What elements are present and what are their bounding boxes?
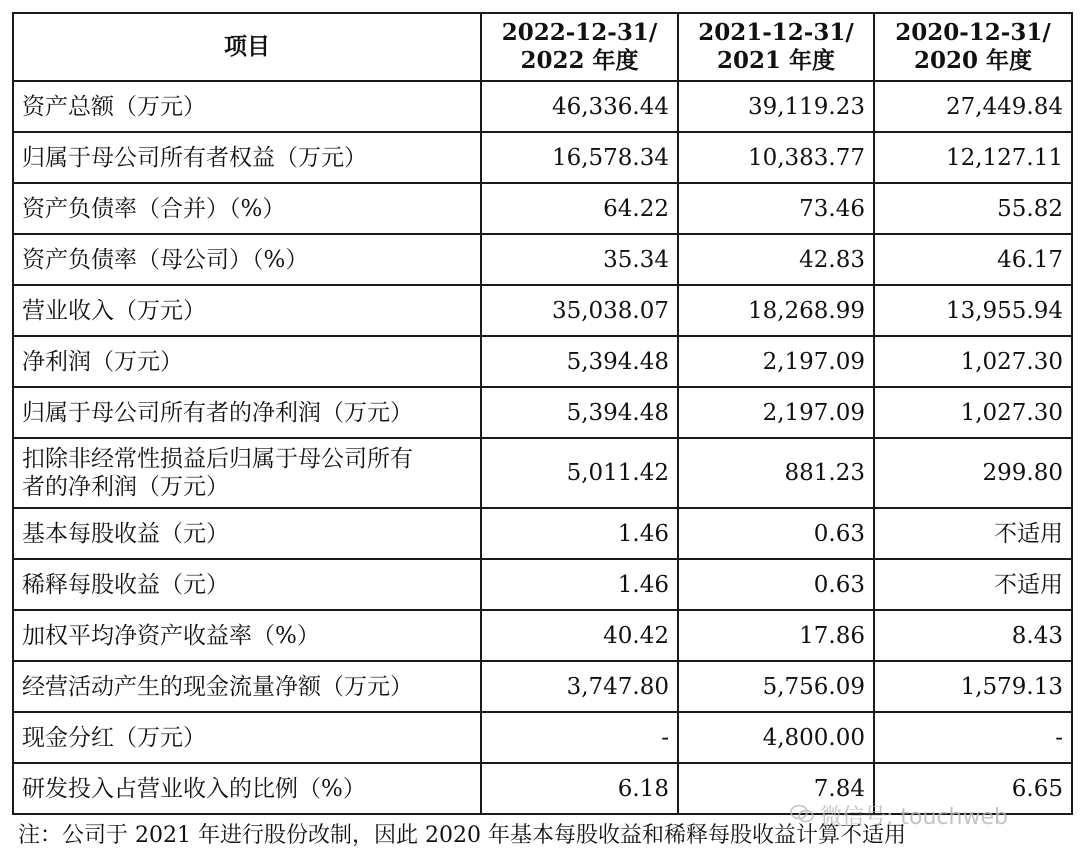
financial-table bbox=[12, 12, 1073, 815]
cell-2022: 64.22 bbox=[481, 183, 678, 234]
cell-2020: 不适用 bbox=[874, 559, 1072, 610]
cell-2020: 不适用 bbox=[874, 508, 1072, 559]
cell-2020: 6.65 bbox=[874, 763, 1072, 814]
row-label: 基本每股收益（元） bbox=[13, 508, 481, 559]
table-row bbox=[13, 285, 1072, 336]
row-label: 扣除非经常性损益后归属于母公司所有 者的净利润（万元） bbox=[13, 438, 481, 508]
row-label: 现金分红（万元） bbox=[13, 712, 481, 763]
table-row bbox=[13, 183, 1072, 234]
cell-2022: 3,747.80 bbox=[481, 661, 678, 712]
cell-2021: 17.86 bbox=[678, 610, 874, 661]
header-item: 项目 bbox=[13, 13, 481, 81]
row-label: 归属于母公司所有者的净利润（万元） bbox=[13, 387, 481, 438]
footnote: 注：公司于 2021 年进行股份改制，因此 2020 年基本每股收益和稀释每股收益计算不适用 bbox=[18, 823, 906, 848]
watermark bbox=[790, 800, 1008, 831]
cell-2022: - bbox=[481, 712, 678, 763]
cell-2022: 1.46 bbox=[481, 508, 678, 559]
table-row bbox=[13, 610, 1072, 661]
cell-2020: 55.82 bbox=[874, 183, 1072, 234]
table-row bbox=[13, 661, 1072, 712]
cell-2021: 18,268.99 bbox=[678, 285, 874, 336]
table-row bbox=[13, 712, 1072, 763]
row-label: 资产总额（万元） bbox=[13, 81, 481, 132]
cell-2021: 5,756.09 bbox=[678, 661, 874, 712]
cell-2020: 12,127.11 bbox=[874, 132, 1072, 183]
cell-2020: 13,955.94 bbox=[874, 285, 1072, 336]
cell-2021: 0.63 bbox=[678, 508, 874, 559]
cell-2021: 42.83 bbox=[678, 234, 874, 285]
cell-2020: 1,027.30 bbox=[874, 336, 1072, 387]
row-label: 研发投入占营业收入的比例（%） bbox=[13, 763, 481, 814]
table-row bbox=[13, 234, 1072, 285]
header-2020: 2020-12-31/ 2020 年度 bbox=[874, 13, 1072, 81]
cell-2022: 46,336.44 bbox=[481, 81, 678, 132]
table-row bbox=[13, 132, 1072, 183]
cell-2021: 39,119.23 bbox=[678, 81, 874, 132]
cell-2021: 0.63 bbox=[678, 559, 874, 610]
chat-icon bbox=[790, 804, 814, 830]
row-label: 经营活动产生的现金流量净额（万元） bbox=[13, 661, 481, 712]
cell-2022: 16,578.34 bbox=[481, 132, 678, 183]
row-label: 资产负债率（母公司）（%） bbox=[13, 234, 481, 285]
table-row bbox=[13, 438, 1072, 508]
cell-2022: 1.46 bbox=[481, 559, 678, 610]
table-row bbox=[13, 387, 1072, 438]
header-2022: 2022-12-31/ 2022 年度 bbox=[481, 13, 678, 81]
cell-2021: 2,197.09 bbox=[678, 387, 874, 438]
row-label: 稀释每股收益（元） bbox=[13, 559, 481, 610]
cell-2020: 46.17 bbox=[874, 234, 1072, 285]
cell-2021: 4,800.00 bbox=[678, 712, 874, 763]
watermark-text: 微信号: touchweb bbox=[820, 805, 1008, 830]
cell-2020: 27,449.84 bbox=[874, 81, 1072, 132]
cell-2021: 10,383.77 bbox=[678, 132, 874, 183]
cell-2020: 1,579.13 bbox=[874, 661, 1072, 712]
table-row bbox=[13, 559, 1072, 610]
cell-2022: 6.18 bbox=[481, 763, 678, 814]
cell-2022: 5,394.48 bbox=[481, 336, 678, 387]
cell-2021: 73.46 bbox=[678, 183, 874, 234]
table-row bbox=[13, 81, 1072, 132]
cell-2020: - bbox=[874, 712, 1072, 763]
cell-2022: 35.34 bbox=[481, 234, 678, 285]
cell-2020: 299.80 bbox=[874, 438, 1072, 508]
table-row bbox=[13, 508, 1072, 559]
table-row bbox=[13, 336, 1072, 387]
cell-2022: 5,011.42 bbox=[481, 438, 678, 508]
cell-2021: 881.23 bbox=[678, 438, 874, 508]
cell-2022: 35,038.07 bbox=[481, 285, 678, 336]
cell-2020: 1,027.30 bbox=[874, 387, 1072, 438]
cell-2021: 7.84 bbox=[678, 763, 874, 814]
table-header-row bbox=[13, 13, 1072, 81]
row-label: 净利润（万元） bbox=[13, 336, 481, 387]
cell-2020: 8.43 bbox=[874, 610, 1072, 661]
cell-2022: 40.42 bbox=[481, 610, 678, 661]
row-label: 加权平均净资产收益率（%） bbox=[13, 610, 481, 661]
row-label: 资产负债率（合并）（%） bbox=[13, 183, 481, 234]
cell-2022: 5,394.48 bbox=[481, 387, 678, 438]
row-label: 营业收入（万元） bbox=[13, 285, 481, 336]
row-label: 归属于母公司所有者权益（万元） bbox=[13, 132, 481, 183]
cell-2021: 2,197.09 bbox=[678, 336, 874, 387]
header-2021: 2021-12-31/ 2021 年度 bbox=[678, 13, 874, 81]
